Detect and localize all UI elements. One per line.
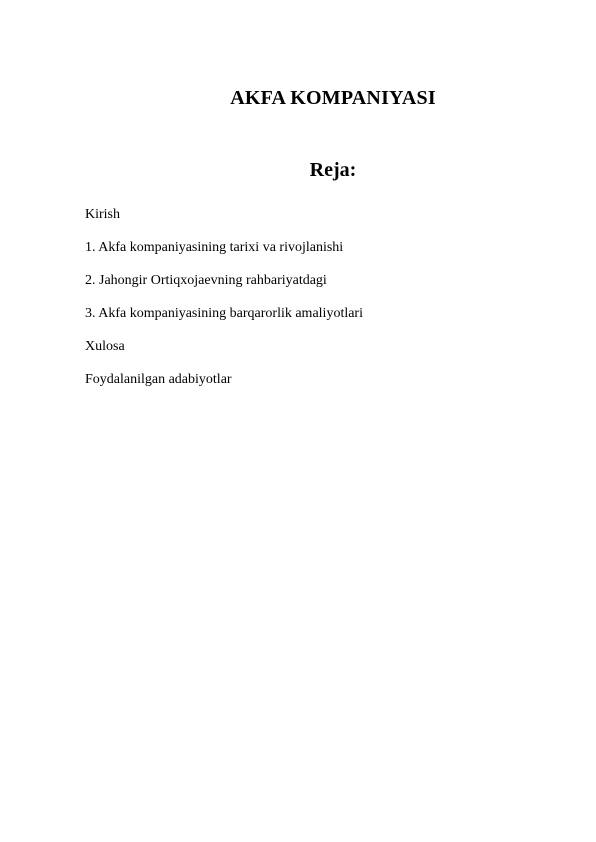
plan-item-leadership: 2. Jahongir Ortiqxojaevning rahbariyatdagi — [85, 273, 327, 288]
plan-item-references: Foydalanilgan adabiyotlar — [85, 372, 232, 387]
plan-item-introduction: Kirish — [85, 207, 120, 222]
plan-item-sustainability: 3. Akfa kompaniyasining barqarorlik amaliyotlari — [85, 306, 363, 321]
document-title: AKFA KOMPANIYASI — [230, 87, 436, 109]
plan-list — [85, 205, 363, 403]
plan-item-conclusion: Xulosa — [85, 339, 125, 354]
plan-heading: Reja: — [309, 159, 357, 181]
plan-item-history: 1. Akfa kompaniyasining tarixi va rivojlanishi — [85, 240, 344, 255]
